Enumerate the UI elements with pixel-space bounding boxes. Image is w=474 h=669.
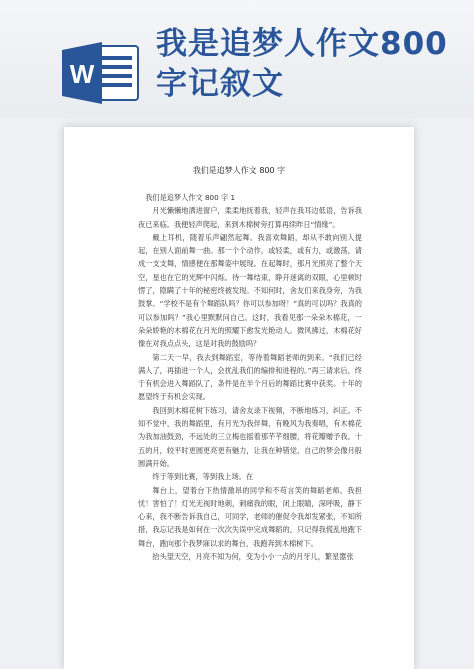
document-page — [64, 127, 414, 669]
paragraph: 第二天一早，我去到舞蹈室，等待着舞蹈老师的到来。“我们已经满人了，再插进一个人，会扰乱我们的编排和进程的。”再三请求后，终于有机会进入舞蹈队了，条件是在半个月后的舞蹈比赛中获奖。十年的愿望终于有机会实现。 — [138, 352, 362, 402]
paragraph: 戴上耳机，随着乐声翩然起舞。我喜欢舞蹈，却从不敢向别人提起，在别人面前舞一曲。那一个个动作，或轻柔，或有力，或激荡，请成一支支舞，情感便在那舞姿中展现。在起舞时，那月光照亮了整个天空，星也在它的光辉中闪烁。待一舞结束，睁开迷离的双眼，心里顿时愣了，隐瞒了十年的秘密终被发现。不知何时，舍友们来我身旁，为我鼓掌。“学校不是有个舞蹈队吗？你可以参加呀！”真的可以吗？我真的可以参加吗？”我心里默默问自己。这时，我看见那一朵朵木棉花，一朵朵娇艳的木棉花在月光的照耀下愈发光艳动人。微风拂过，木棉花好像在对我点点头，这是对我的鼓励吗？ — [138, 232, 362, 349]
paragraph: 月光懒懒地洒进窗户，柔柔地抚着我，轻声在我耳边低语，告诉我夜已来临。我便轻声爬起，来到木棉树旁打算再续昨日“情缘”。 — [138, 206, 362, 229]
word-document-icon — [62, 42, 140, 104]
document-body — [138, 191, 362, 563]
header-banner — [0, 0, 474, 118]
word-icon-letter: W — [69, 59, 95, 89]
page-heading: 我们是追梦人作文 800 字 — [192, 166, 286, 175]
paragraph-subtitle: 我们是追梦人作文 800 字 1 — [145, 193, 236, 202]
paragraph: 终于等到比赛，等到我上场。在 — [152, 472, 254, 482]
paragraph: 舞台上，望着台下热情激昂的同学和不苟言笑的舞蹈老师。我担忧！害怕了！灯光无视时地刺，刺痛我的眼，闭上眼睛，深呼吸，静下心来，我不断告诉我自己，可同学，老师的催促令我却发紧张，不知所措，我忘记我是如何在一次次失误中完成舞蹈的，只记得我慌乱地跑下舞台，跑向那个我梦寐以求的舞台，我跑奔到木棉树下。 — [138, 485, 362, 548]
paragraph: 我回到木棉花树下练习，请舍友录下视频，不断地练习，纠正。不知不觉中，我的舞蹈里，有月光为我伴舞，有晚风为我奏唱，有木棉花为我加油鼓劲，不远处的三立梅也摇着那芊芊细腰，将花瓣赠予我。十五的月，较平时更圆更亮更有魅力，让我在种错觉，自己的梦会像月般圆满开始。 — [138, 405, 362, 468]
document-title-banner: 我是追梦人作文800字记叙文 — [156, 26, 448, 102]
paragraph: 抬头望天空，月亮不知为何，变为小小一点的月牙儿，繁星嚣张 — [152, 552, 354, 562]
